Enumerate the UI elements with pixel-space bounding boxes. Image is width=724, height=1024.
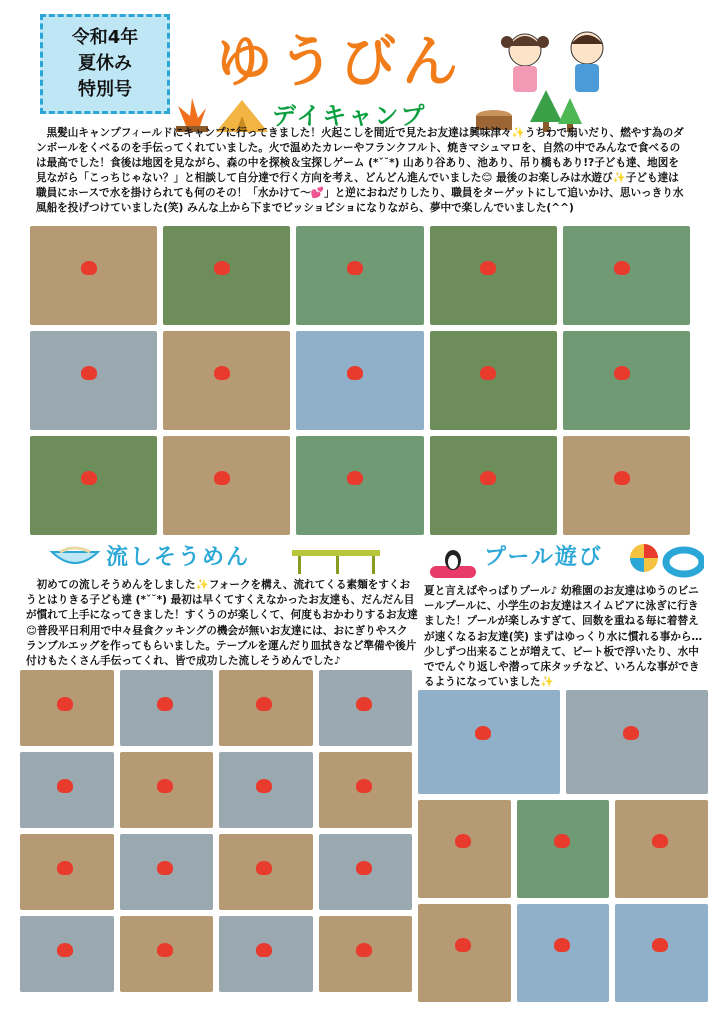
photo: [219, 670, 313, 746]
photo: [296, 331, 423, 430]
issue-badge: [40, 14, 170, 114]
photo: [566, 690, 708, 794]
photo: [163, 436, 290, 535]
photo: [319, 670, 413, 746]
photo: [120, 834, 214, 910]
photo: [430, 226, 557, 325]
photo: [219, 752, 313, 828]
photo: [30, 226, 157, 325]
badge-line-2: 夏休み: [78, 53, 132, 74]
pool-photo-grid-top: [418, 690, 708, 794]
photo: [430, 331, 557, 430]
section-title-daycamp: デイキャンプ: [272, 102, 427, 130]
camp-photo-grid: [30, 226, 690, 535]
somen-text: 初めての流しそうめんをしました✨フォークを構え、流れてくる素麺をすくおうとはりきる子ども達 (*ˇ˘*) 最初は早くてすくえなかったお友達も、だんだん目が慣れて上手になってきました！すくうのが楽しくて、何度もおかわりするお友達😊普段平日利用で中々昼食クッキングの機会が無いお友達には、おにぎりやスクランブルエッグを作ってもらいました。テーブルを運んだり皿拭きなど準備や後片付けもたくさん手伝ってくれ、皆で成功した流しそうめんでした♪: [26, 579, 418, 668]
photo: [20, 752, 114, 828]
photo: [30, 331, 157, 430]
photo: [517, 904, 610, 1002]
daycamp-text: 黒髪山キャンプフィールドにキャンプに行ってきました！火起こしを間近で見たお友達は興味津々✨うちわで扇いだり、燃やす為のダンボールをくべるのを手伝ってくれていました。火で温めたカレーやフランクフルト、焼きマシュマロを、自然の中でみんなで食べるのは最高でした！食後は地図を見ながら、森の中を探検＆宝探しゲーム (*ˇ˘*) 山あり谷あり、池あり、吊り橋もあり!?子ども達、地図を見ながら「こっちじゃない？」と相談して自分達で行く方向を考え、どんどん進んでいました😊 最後のお楽しみは水遊び✨子ども達は職員にホースで水を掛けられても何のその！「水かけて～💕」と逆におねだりしたり、職員をターゲットにして追いかけ、思いっきり水風船を投げつけていました(笑) みんな上から下までビッショビショになりながら、夢中で楽しんでいました(^^): [36, 127, 684, 214]
newsletter-title: ゆうびん: [216, 30, 464, 95]
photo: [30, 436, 157, 535]
section-title-somen: 流しそうめん: [106, 545, 251, 570]
photo: [615, 800, 708, 898]
photo: [563, 226, 690, 325]
photo: [120, 670, 214, 746]
photo: [319, 916, 413, 992]
badge-line-1: 令和4年: [71, 27, 139, 48]
photo: [319, 834, 413, 910]
penguin-pool-icon: [428, 544, 478, 580]
photo: [219, 916, 313, 992]
pool-text: 夏と言えばやっぱりプール♪ 幼稚園のお友達はゆうのビニールプールに、小学生のお友達はスイムピアに泳ぎに行きました！プールが楽しみすぎて、回数を重ねる毎に着替えが速くなるお友達(笑) まずはゆっくり水に慣れる事から…少しずつ出来ることが増えて、ビート板で浮いたり、水中ででんぐり返しや潜って床タッチなど、いろんな事ができるようになっていました✨: [424, 585, 703, 689]
photo: [615, 904, 708, 1002]
bamboo-slide-icon: [288, 546, 384, 576]
photo: [20, 670, 114, 746]
photo: [430, 436, 557, 535]
photo: [296, 436, 423, 535]
somen-photo-grid: [20, 670, 412, 992]
photo: [20, 916, 114, 992]
photo: [296, 226, 423, 325]
photo: [120, 752, 214, 828]
pool-photo-grid-bottom: [418, 800, 708, 1002]
photo: [563, 436, 690, 535]
section-title-pool: プール遊び: [484, 545, 603, 570]
photo: [120, 916, 214, 992]
photo: [319, 752, 413, 828]
photo: [517, 800, 610, 898]
photo: [163, 331, 290, 430]
photo: [418, 800, 511, 898]
photo: [20, 834, 114, 910]
photo: [219, 834, 313, 910]
beachball-float-icon: [628, 542, 704, 578]
somen-bowl-icon: [48, 544, 102, 568]
photo: [563, 331, 690, 430]
badge-line-3: 特別号: [78, 79, 132, 100]
photo: [418, 904, 511, 1002]
photo: [163, 226, 290, 325]
photo: [418, 690, 560, 794]
